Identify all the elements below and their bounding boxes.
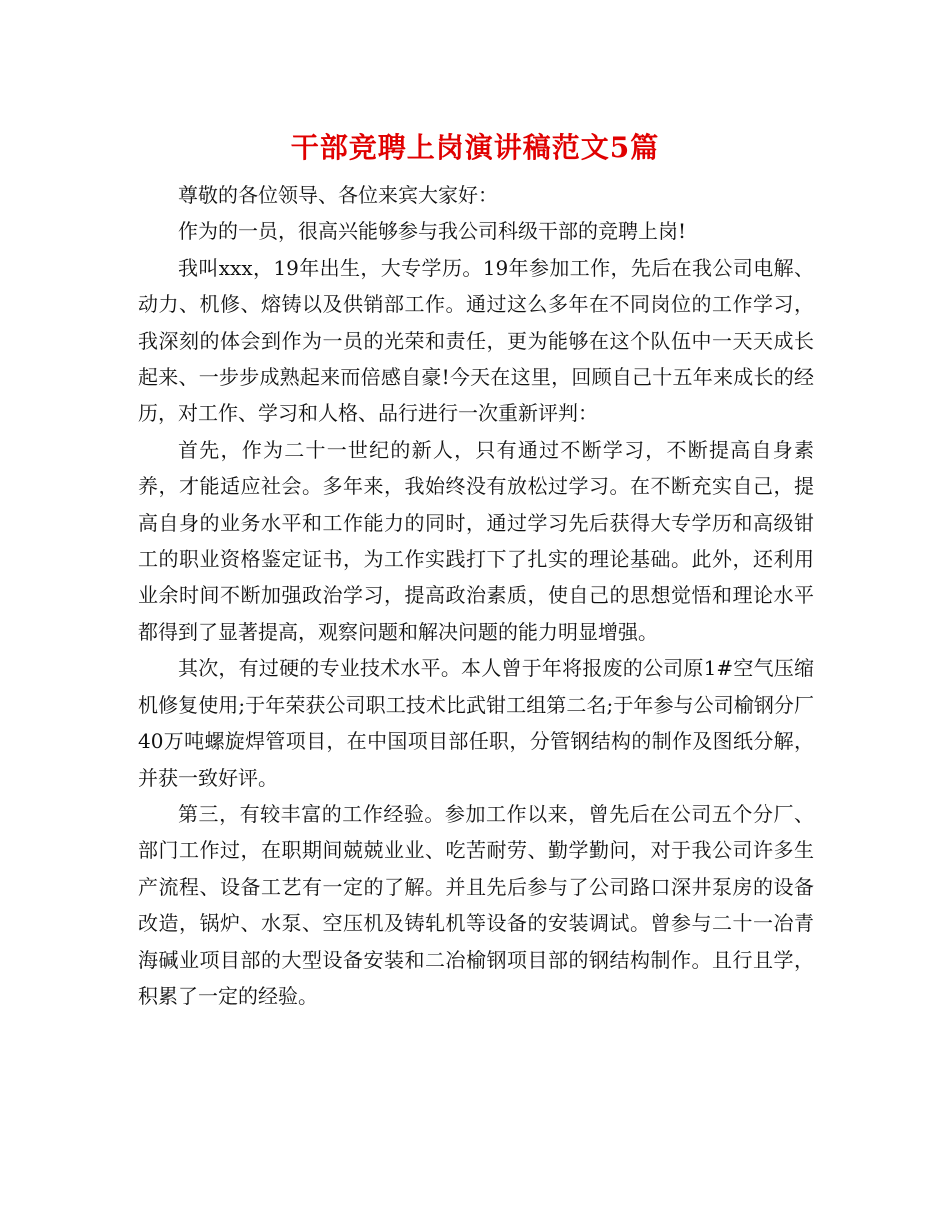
paragraph-greeting: 尊敬的各位领导、各位来宾大家好： bbox=[178, 183, 498, 207]
paragraph-first-point: 首先，作为二十一世纪的新人，只有通过不断学习，不断提高自身素养，才能适应社会。多年来，我始终没有放松过学习。在不断充实自己，提高自身的业务水平和工作能力的同时，通过学习先后获得大专学历和高级钳工的职业资格鉴定证书，为工作实践打下了扎实的理论基础。此外，还利用业余时间不断加强政治学习，提高政治素质，使自己的思想觉悟和理论水平都得到了显著提高，观察问题和解决问题的能力明显增强。 bbox=[138, 437, 814, 644]
paragraph-self-introduction: 我叫xxx，19年出生，大专学历。19年参加工作，先后在我公司电解、动力、机修、熔铸以及供销部工作。通过这么多年在不同岗位的工作学习，我深刻的体会到作为一员的光荣和责任，更为能够在这个队伍中一天天成长起来、一步步成熟起来而倍感自豪!今天在这里，回顾自己十五年来成长的经历，对工作、学习和人格、品行进行一次重新评判： bbox=[138, 255, 814, 426]
document-body bbox=[138, 177, 814, 1014]
document-title: 干部竞聘上岗演讲稿范文5篇 bbox=[290, 131, 660, 164]
paragraph-second-point: 其次，有过硬的专业技术水平。本人曾于年将报废的公司原1#空气压缩机修复使用;于年荣获公司职工技术比武钳工组第二名;于年参与公司榆钢分厂40万吨螺旋焊管项目，在中国项目部任职，分管钢结构的制作及图纸分解，并获一致好评。 bbox=[138, 656, 814, 790]
paragraph-third-point: 第三，有较丰富的工作经验。参加工作以来，曾先后在公司五个分厂、部门工作过，在职期间兢兢业业、吃苦耐劳、勤学勤问，对于我公司许多生产流程、设备工艺有一定的了解。并且先后参与了公司路口深井泵房的设备改造，锅炉、水泵、空压机及铸轧机等设备的安装调试。曾参与二十一冶青海碱业项目部的大型设备安装和二冶榆钢项目部的钢结构制作。且行且学，积累了一定的经验。 bbox=[138, 801, 814, 1008]
paragraph-intro: 作为的一员，很高兴能够参与我公司科级干部的竞聘上岗! bbox=[178, 219, 687, 244]
